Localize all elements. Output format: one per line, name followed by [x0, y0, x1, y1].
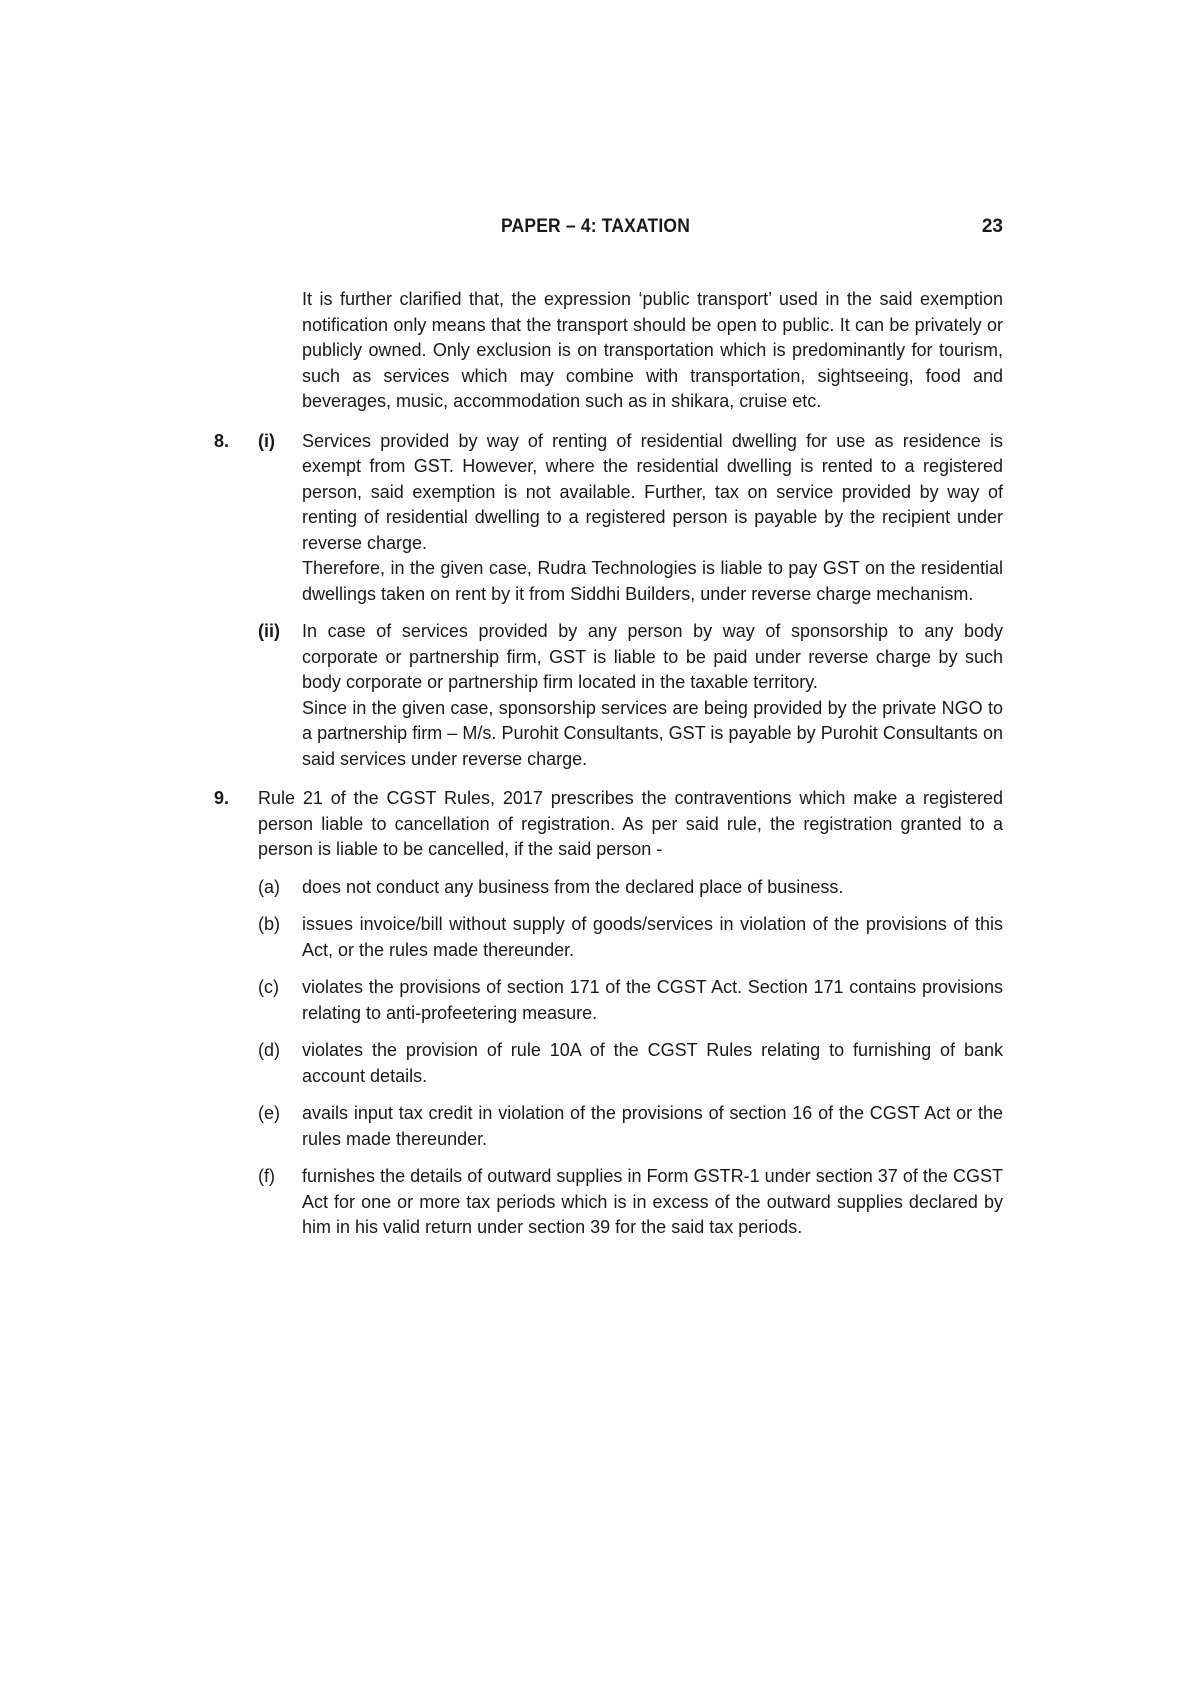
question-8-part-ii [214, 619, 1003, 772]
question-number: 9. [214, 788, 230, 808]
intro-paragraph-block [302, 287, 1003, 415]
list-item-label: (e) [258, 1103, 280, 1123]
list-item-text: violates the provisions of section 171 of the CGST Act. Section 171 contains provisions relating to anti-profeetering measure. [302, 977, 1003, 1023]
document-body [214, 287, 1003, 1241]
q9-intro: Rule 21 of the CGST Rules, 2017 prescribes the contraventions which make a registered person liable to cancellation of registration. As per said rule, the registration granted to a person is liable to be cancelled, if the said person - [258, 788, 1003, 859]
question-9 [214, 786, 1003, 863]
question-number: 8. [214, 430, 230, 451]
part-label: (ii) [258, 621, 280, 641]
question-8 [214, 429, 1003, 608]
page-title: PAPER – 4: TAXATION [500, 216, 691, 237]
list-item-text: furnishes the details of outward supplies in Form GSTR-1 under section 37 of the CGST Act for one or more tax periods which is in excess of the outward supplies declared by him in his valid return under section 39 for the said tax periods. [302, 1166, 1003, 1237]
q9-item [214, 912, 1003, 963]
q9-item [214, 1038, 1003, 1089]
q8-part-i-para2: Therefore, in the given case, Rudra Technologies is liable to pay GST on the residential dwellings taken on rent by it from Siddhi Builders, under reverse charge mechanism. [302, 558, 1003, 604]
q8-part-i-para1: Services provided by way of renting of residential dwelling for use as residence is exempt from GST. However, where the residential dwelling is rented to a registered person, said exemption is not available. Further, tax on service provided by way of renting of residential dwelling to a registered person is payable by the recipient under reverse charge. [302, 430, 1003, 553]
list-item-label: (f) [258, 1166, 275, 1186]
list-item-label: (a) [258, 876, 280, 897]
q9-item [214, 875, 1003, 901]
list-item-text: violates the provision of rule 10A of the CGST Rules relating to furnishing of bank account details. [302, 1040, 1003, 1086]
q9-item [214, 975, 1003, 1026]
list-item-label: (d) [258, 1040, 280, 1060]
page-header [0, 216, 1191, 246]
list-item-text: does not conduct any business from the declared place of business. [302, 876, 844, 897]
q9-item [214, 1101, 1003, 1152]
page-number: 23 [981, 216, 1003, 237]
q9-item [214, 1164, 1003, 1241]
list-item-label: (c) [258, 977, 279, 997]
q8-part-ii-para2: Since in the given case, sponsorship services are being provided by the private NGO to a partnership firm – M/s. Purohit Consultants, GST is payable by Purohit Consultants on said services under reverse charge. [302, 697, 1003, 769]
list-item-text: avails input tax credit in violation of the provisions of section 16 of the CGST Act or the rules made thereunder. [302, 1103, 1003, 1149]
intro-paragraph: It is further clarified that, the expression ‘public transport’ used in the said exemption notification only means that the transport should be open to public. It can be privately or publicly owned. Only exclusion is on transportation which is predominantly for tourism, such as services which may combine with transportation, sightseeing, food and beverages, music, accommodation such as in shikara, cruise etc. [302, 289, 1003, 411]
part-label: (i) [258, 430, 275, 451]
q8-part-ii-para1: In case of services provided by any person by way of sponsorship to any body corporate or partnership firm, GST is liable to be paid under reverse charge by such body corporate or partnership firm located in the taxable territory. [302, 621, 1003, 692]
list-item-label: (b) [258, 914, 280, 934]
list-item-text: issues invoice/bill without supply of goods/services in violation of the provisions of this Act, or the rules made thereunder. [302, 914, 1003, 960]
